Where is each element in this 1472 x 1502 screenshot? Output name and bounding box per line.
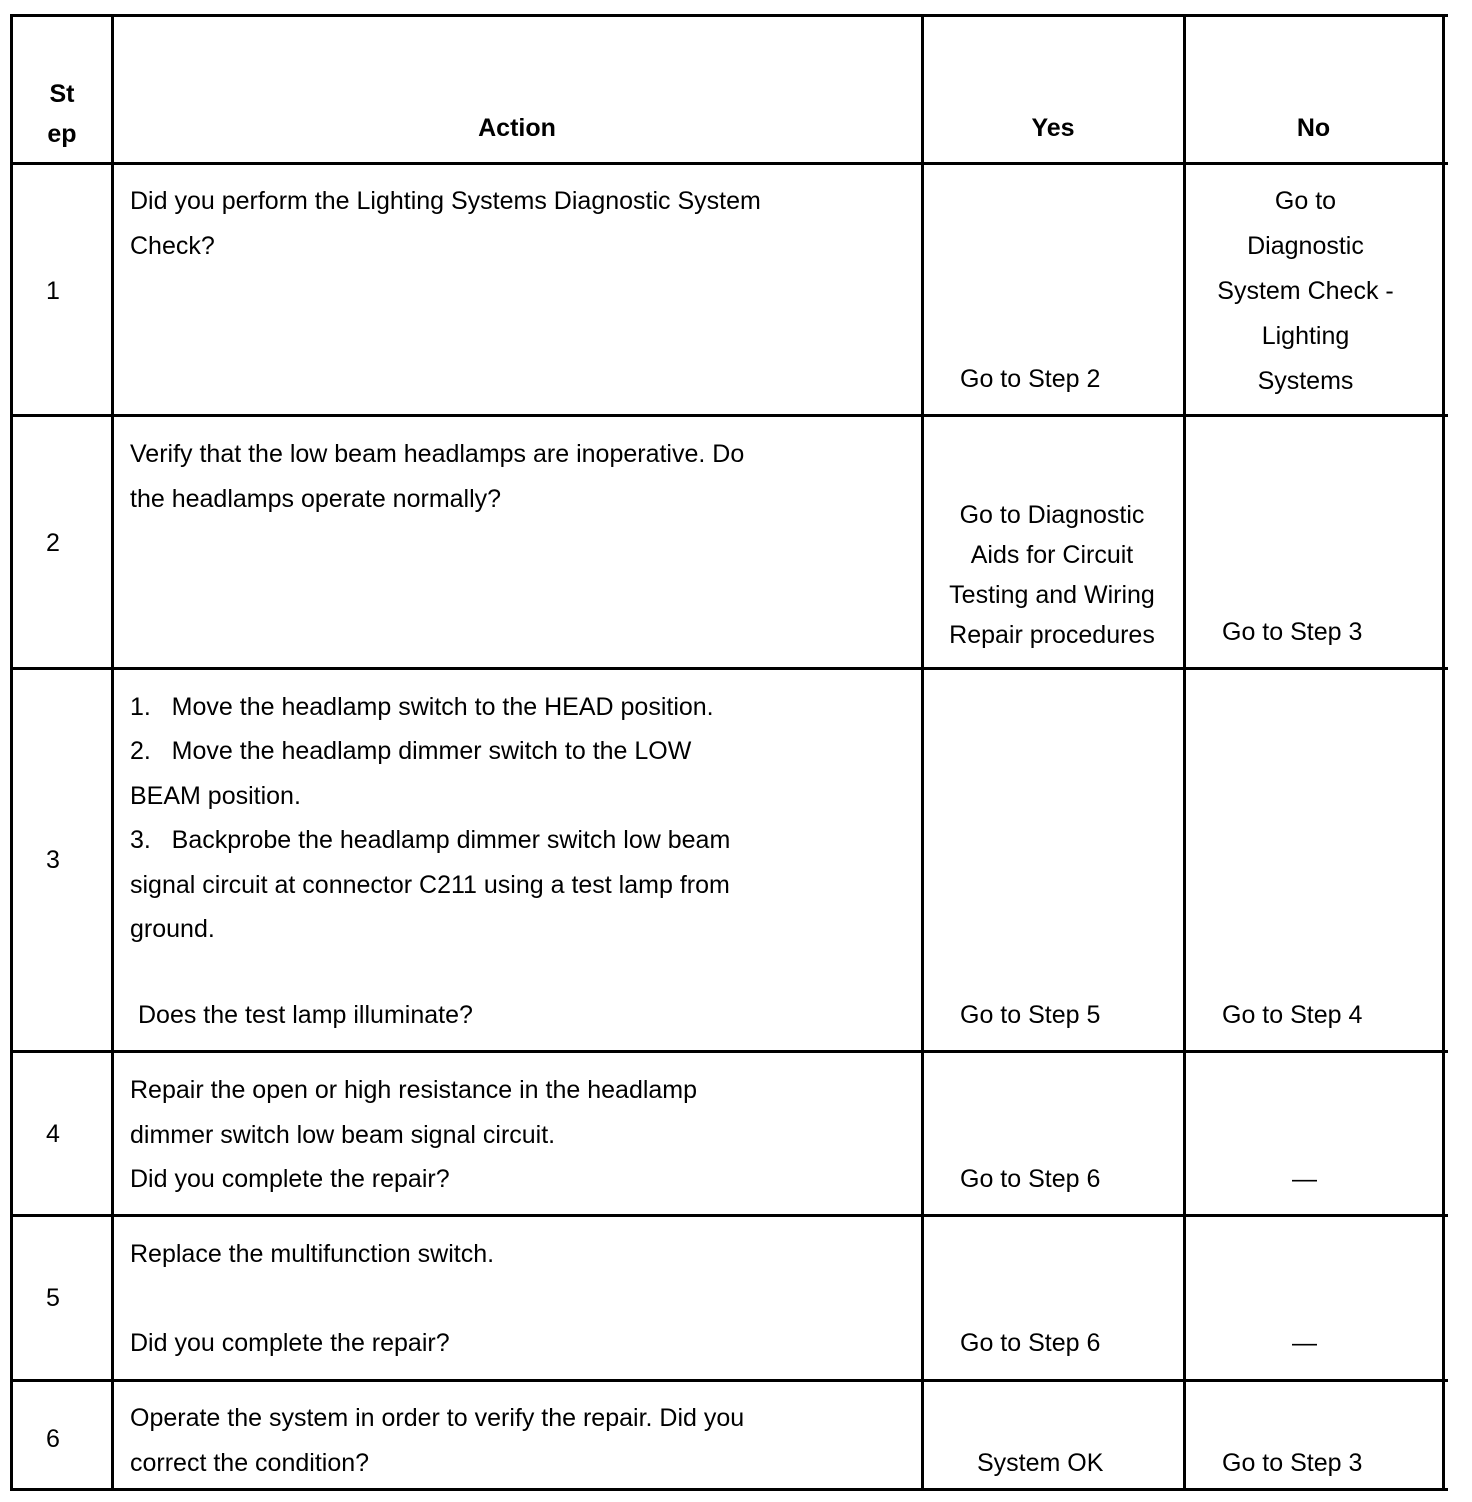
header-no: No (1296, 114, 1331, 142)
no-result: Go to Step 4 (1222, 1001, 1363, 1029)
yes-result: Go to Step 6 (960, 1329, 1101, 1357)
no-result: Go to Step 3 (1222, 1449, 1363, 1477)
action-text: 1. Move the headlamp switch to the HEAD position. (130, 693, 714, 721)
step-number: 6 (46, 1425, 60, 1453)
action-text: ground. (130, 915, 215, 943)
no-result: Go to Step 3 (1222, 618, 1363, 646)
yes-result-line: Testing and Wiring (949, 581, 1155, 609)
action-text: BEAM position. (130, 782, 301, 810)
yes-result-line: Aids for Circuit (970, 541, 1134, 569)
action-text: Does the test lamp illuminate? (138, 1001, 473, 1029)
no-result (1186, 179, 1425, 404)
step-number: 4 (46, 1120, 60, 1148)
row-divider (10, 1379, 1448, 1382)
column-divider (111, 15, 114, 1491)
column-divider (921, 15, 924, 1491)
step-number: 3 (46, 846, 60, 874)
action-text: Check? (130, 232, 215, 260)
action-text: signal circuit at connector C211 using a test lamp from (130, 871, 730, 899)
no-result-line: Systems (1257, 367, 1354, 395)
no-result-line: Lighting (1261, 322, 1350, 350)
no-result: — (1292, 1329, 1317, 1357)
row-divider (10, 414, 1448, 417)
action-text: Repair the open or high resistance in the headlamp (130, 1076, 698, 1104)
action-text: 2. Move the headlamp dimmer switch to the LOW (130, 737, 692, 765)
yes-result: Go to Step 5 (960, 1001, 1101, 1029)
table-border-top (10, 14, 1448, 17)
yes-result-line: Repair procedures (949, 621, 1155, 649)
header-step (14, 74, 110, 154)
row-divider (10, 667, 1448, 670)
yes-result: Go to Step 2 (960, 365, 1101, 393)
action-text: correct the condition? (130, 1449, 370, 1477)
yes-result-line: Go to Diagnostic (959, 501, 1145, 529)
header-step-line1: St (49, 80, 75, 108)
no-result-line: Go to (1274, 187, 1337, 215)
table-border-bottom (10, 1488, 1448, 1491)
header-step-line2: ep (47, 120, 77, 148)
action-text: Did you perform the Lighting Systems Diagnostic System (130, 187, 761, 215)
table-border-right (1442, 15, 1445, 1491)
step-number: 1 (46, 277, 60, 305)
action-text: Replace the multifunction switch. (130, 1240, 495, 1268)
action-text: 3. Backprobe the headlamp dimmer switch low beam (130, 826, 731, 854)
action-text: the headlamps operate normally? (130, 485, 502, 513)
yes-result: System OK (977, 1449, 1104, 1477)
row-divider (10, 1050, 1448, 1053)
table-border-left (10, 15, 13, 1491)
yes-result (924, 495, 1180, 655)
action-text: Operate the system in order to verify the repair. Did you (130, 1404, 745, 1432)
step-number: 2 (46, 529, 60, 557)
action-text: Did you complete the repair? (130, 1329, 450, 1357)
yes-result: Go to Step 6 (960, 1165, 1101, 1193)
header-action: Action (478, 114, 556, 142)
action-text: dimmer switch low beam signal circuit. (130, 1121, 556, 1149)
header-divider (10, 162, 1448, 165)
step-number: 5 (46, 1284, 60, 1312)
action-text: Verify that the low beam headlamps are inoperative. Do (130, 440, 745, 468)
no-result-line: Diagnostic (1247, 232, 1364, 260)
no-result: — (1292, 1165, 1317, 1193)
action-text: Did you complete the repair? (130, 1165, 450, 1193)
header-yes: Yes (1031, 114, 1075, 142)
row-divider (10, 1214, 1448, 1217)
no-result-line: System Check - (1217, 277, 1394, 305)
